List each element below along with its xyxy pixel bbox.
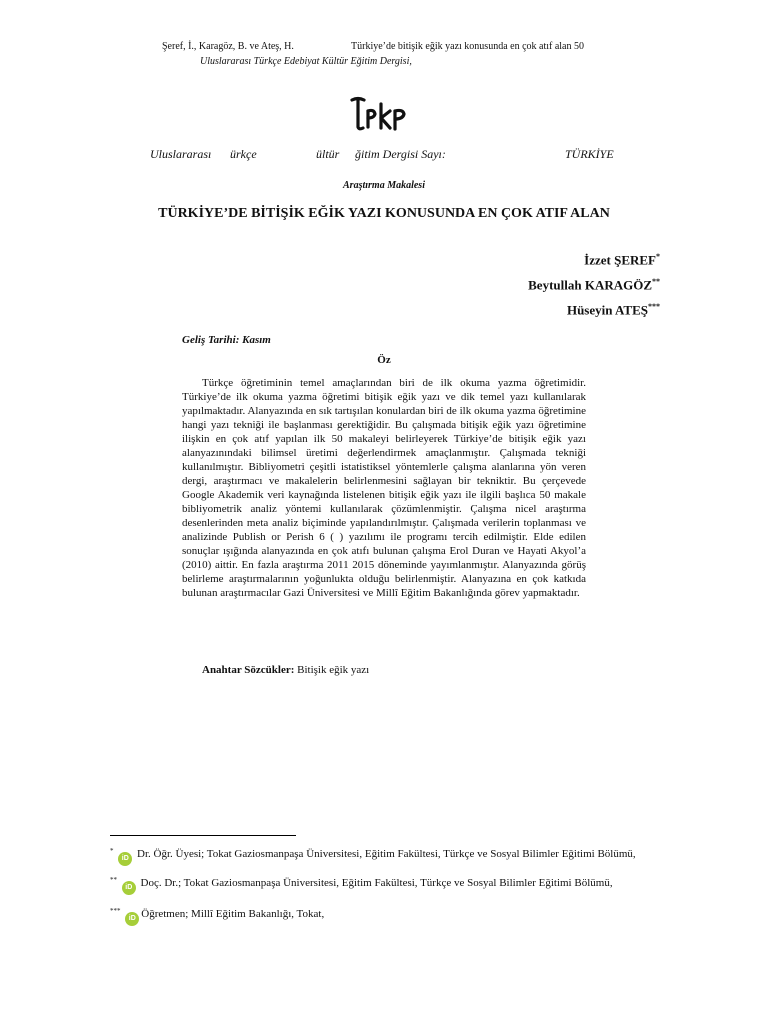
orcid-icon[interactable]: iD <box>125 912 139 926</box>
masthead-country: TÜRKİYE <box>565 147 614 161</box>
masthead-part-2: ürkçe <box>230 147 257 161</box>
author-mark: ** <box>652 277 660 286</box>
footnote-mark: * <box>110 847 114 855</box>
author-mark: *** <box>648 302 660 311</box>
author-2 <box>528 277 660 293</box>
footnote-divider <box>110 835 296 836</box>
author-mark: * <box>656 252 660 261</box>
masthead-part-4: ğitim Dergisi Sayı: <box>355 147 446 161</box>
footnote-text: Öğretmen; Millî Eğitim Bakanlığı, Tokat, <box>141 908 325 920</box>
footnote-text: Dr. Öğr. Üyesi; Tokat Gaziosmanpaşa Üniversitesi, Eğitim Fakültesi, Türkçe ve Sosyal Bilimler Eğitimi Bölümü, <box>137 848 636 860</box>
received-date: Geliş Tarihi: Kasım <box>182 334 271 346</box>
keywords <box>202 664 369 676</box>
author-name: Beytullah KARAGÖZ <box>528 277 652 293</box>
journal-masthead <box>0 147 768 161</box>
orcid-icon[interactable]: iD <box>122 881 136 895</box>
footnote-mark: *** <box>110 907 121 915</box>
running-header-journal: Uluslararası Türkçe Edebiyat Kültür Eğitim Dergisi, <box>200 56 412 67</box>
footnote-1 <box>110 845 658 866</box>
author-1 <box>584 252 660 268</box>
footnote-3 <box>110 905 658 926</box>
running-header-title: Türkiye’de bitişik eğik yazı konusunda en çok atıf alan 50 <box>351 41 584 52</box>
abstract-body: Türkçe öğretiminin temel amaçlarından biri de ilk okuma yazma öğretimidir. Türkiye’de ilk okuma yazma öğretimi bitişik eğik yazı ve dik temel yazı kullanılarak yapılmaktadır. Alanyazında en sık tartışılan konulardan biri de ilk okuma yazma öğretimine hangi yazı tekniği ile başlanması gerektiğidir. Bu çalışmada bitişik eğik yazı öğretimine ilişkin en çok atıf yapılan ilk 50 makaleyi belirleyerek Türkiye’de bitişik eğik yazı alanyazınındaki bilimsel üretimi değerlendirmek amaçlanmıştır. Çalışmada tekniği kullanılmıştır. Bibliyometri çeşitli istatistiksel yöntemlerle çalışma alanlarına yön veren dergi, araştırmacı ve makalelerin belirlenmesini sağlayan bir tekniktir. Bu çerçevede Google Akademik veri kaynağında listelenen bitişik eğik yazı ile ilgili başlıca 50 makale bibliyometrik analiz yöntemi kullanılarak çözümlenmiştir. Çalışma nicel araştırma desenlerinden meta analiz biçiminde yapılandırılmıştır. Çalışmada verilerin toplanması ve analizinde Publish or Perish 6 ( ) yazılımı ile programı tercih edilmiştir. Elde edilen sonuçlar ışığında alanyazında en çok atıfı bulunan çalışma Erol Duran ve Hayati Akyol’a (2010) aittir. En fazla araştırma 2011 2015 döneminde yayımlanmıştır. Alanyazında görüş belirleme araştırmalarının yoğunlukta olduğu belirlenmiştir. Alanyazına en çok katkıda bulunan araştırmacılar Gazi Üniversitesi ve Millî Eğitim Bakanlığında görev yapmaktadır. <box>182 377 586 599</box>
article-type: Araştırma Makalesi <box>343 180 425 191</box>
keywords-label: Anahtar Sözcükler: <box>202 664 295 676</box>
article-title: TÜRKİYE’DE BİTİŞİK EĞİK YAZI KONUSUNDA EN ÇOK ATIF ALAN <box>158 206 610 221</box>
footnote-text: Doç. Dr.; Tokat Gaziosmanpaşa Üniversitesi, Eğitim Fakültesi, Türkçe ve Sosyal Bilimler Eğitimi Bölümü, <box>140 877 613 889</box>
orcid-icon[interactable]: iD <box>118 852 132 866</box>
running-header-citation: Şeref, İ., Karagöz, B. ve Ateş, H. <box>162 41 294 52</box>
masthead-part-3: ültür <box>316 147 340 161</box>
abstract-heading: Öz <box>377 354 391 366</box>
footnote-mark: ** <box>110 876 117 884</box>
keywords-value: Bitişik eğik yazı <box>297 664 370 676</box>
author-name: İzzet ŞEREF <box>584 252 656 268</box>
footnote-2 <box>110 874 658 895</box>
author-3 <box>567 302 660 318</box>
teke-journal-logo <box>350 94 410 132</box>
author-name: Hüseyin ATEŞ <box>566 302 648 318</box>
masthead-part-1: Uluslararası <box>150 147 212 161</box>
